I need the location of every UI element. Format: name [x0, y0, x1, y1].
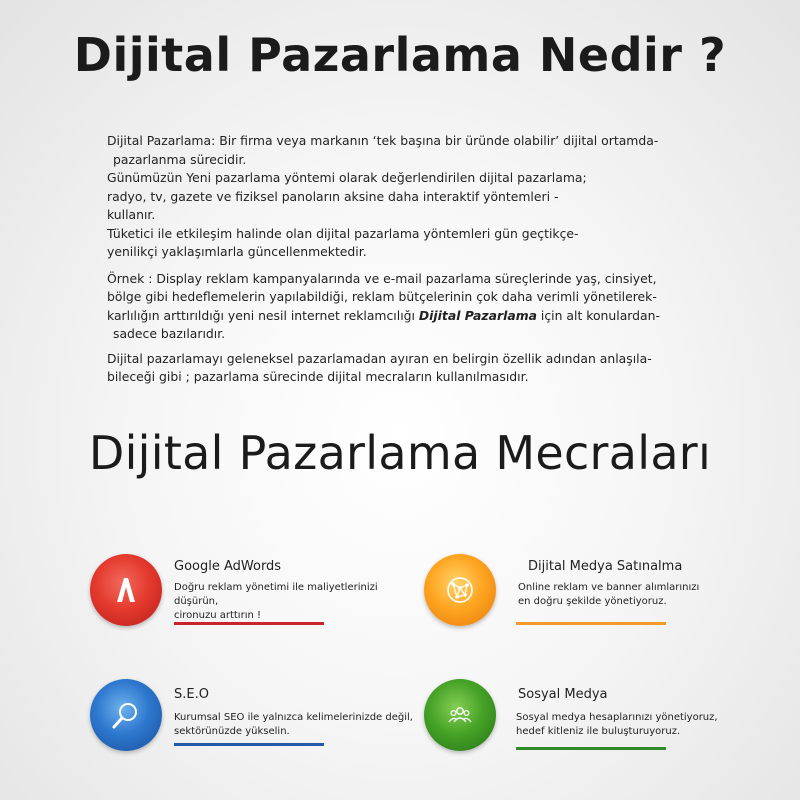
- card-underline: [516, 622, 666, 625]
- service-card-seo: [90, 679, 420, 759]
- intro-line: Günümüzün Yeni pazarlama yöntemi olarak değerlendirilen dijital pazarlama;: [107, 170, 587, 185]
- service-card-social: [424, 679, 754, 759]
- card-underline: [516, 747, 666, 750]
- intro-paragraph-3: [107, 350, 717, 387]
- intro-line: bölge gibi hedeflemelerin yapılabildiği, reklam bütçelerinin çok daha verimli yönetilerek-: [107, 289, 657, 304]
- adwords-circle: [90, 554, 162, 626]
- section-title: Dijital Pazarlama Mecraları: [88, 426, 712, 480]
- intro-line: Örnek : Display reklam kampanyalarında ve e-mail pazarlama süreçlerinde yaş, cinsiyet,: [107, 270, 657, 286]
- intro-line: radyo, tv, gazete ve fiziksel panoların aksine daha interaktif yöntemleri -: [107, 188, 559, 204]
- intro-text: [107, 132, 717, 393]
- intro-line: Tüketici ile etkileşim halinde olan dijital pazarlama yöntemleri gün geçtikçe-: [107, 225, 579, 241]
- card-title: Sosyal Medya: [518, 687, 608, 702]
- intro-line: yenilikçi yaklaşımlarla güncellenmektedir.: [107, 244, 367, 259]
- intro-line: için alt konulardan-: [536, 307, 660, 323]
- card-title: S.E.O: [174, 687, 209, 702]
- intro-line: Dijital pazarlamayı geleneksel pazarlamadan ayıran en belirgin özellik adından anlaşıla-: [107, 350, 652, 366]
- magnifier-icon: [111, 700, 141, 730]
- intro-paragraph-1: [107, 132, 717, 262]
- seo-circle: [90, 679, 162, 751]
- card-desc-line: sektörünüzde yükselin.: [174, 726, 290, 737]
- card-underline: [174, 622, 324, 625]
- intro-line: kullanır.: [107, 207, 156, 222]
- card-title: Dijital Medya Satınalma: [528, 559, 683, 574]
- intro-line: karlılığın arttırıldığı yeni nesil internet reklamcılığı: [107, 307, 419, 323]
- people-icon: [445, 700, 475, 730]
- card-description: [518, 581, 763, 609]
- social-circle: [424, 679, 496, 751]
- card-title: Google AdWords: [174, 559, 282, 574]
- intro-line: pazarlanma sürecidir.: [113, 151, 247, 167]
- intro-paragraph-2: [107, 270, 717, 344]
- emphasis-text: Dijital Pazarlama: [418, 307, 537, 323]
- card-desc-line: Online reklam ve banner alımlarınızı: [518, 582, 700, 593]
- network-globe-icon: [445, 575, 475, 605]
- service-card-adwords: [90, 554, 420, 634]
- intro-line: bileceği gibi ; pazarlama sürecinde dijital mecraların kullanılmasıdır.: [107, 369, 529, 384]
- card-desc-line: Doğru reklam yönetimi ile maliyetlerinizi düşürün,: [174, 582, 378, 607]
- card-desc-line: Kurumsal SEO ile yalnızca kelimelerinizde değil,: [174, 712, 413, 723]
- card-underline: [174, 743, 324, 746]
- card-desc-line: en doğru şekilde yönetiyoruz.: [518, 596, 667, 607]
- card-desc-line: cironuzu arttırın !: [174, 610, 262, 621]
- service-card-media-buying: [424, 554, 754, 634]
- card-description: [516, 711, 761, 739]
- card-description: [174, 581, 419, 623]
- intro-line: Dijital Pazarlama: Bir firma veya markanın ‘tek başına bir üründe olabilir’ dijital ortamda-: [107, 133, 659, 148]
- intro-line: sadece bazılarıdır.: [113, 326, 226, 341]
- adwords-icon: [111, 575, 141, 605]
- page-title: Dijital Pazarlama Nedir ?: [73, 28, 727, 82]
- media-circle: [424, 554, 496, 626]
- card-description: [174, 711, 419, 739]
- card-desc-line: Sosyal medya hesaplarınızı yönetiyoruz,: [516, 712, 718, 723]
- card-desc-line: hedef kitleniz ile buluşturuyoruz.: [516, 726, 681, 737]
